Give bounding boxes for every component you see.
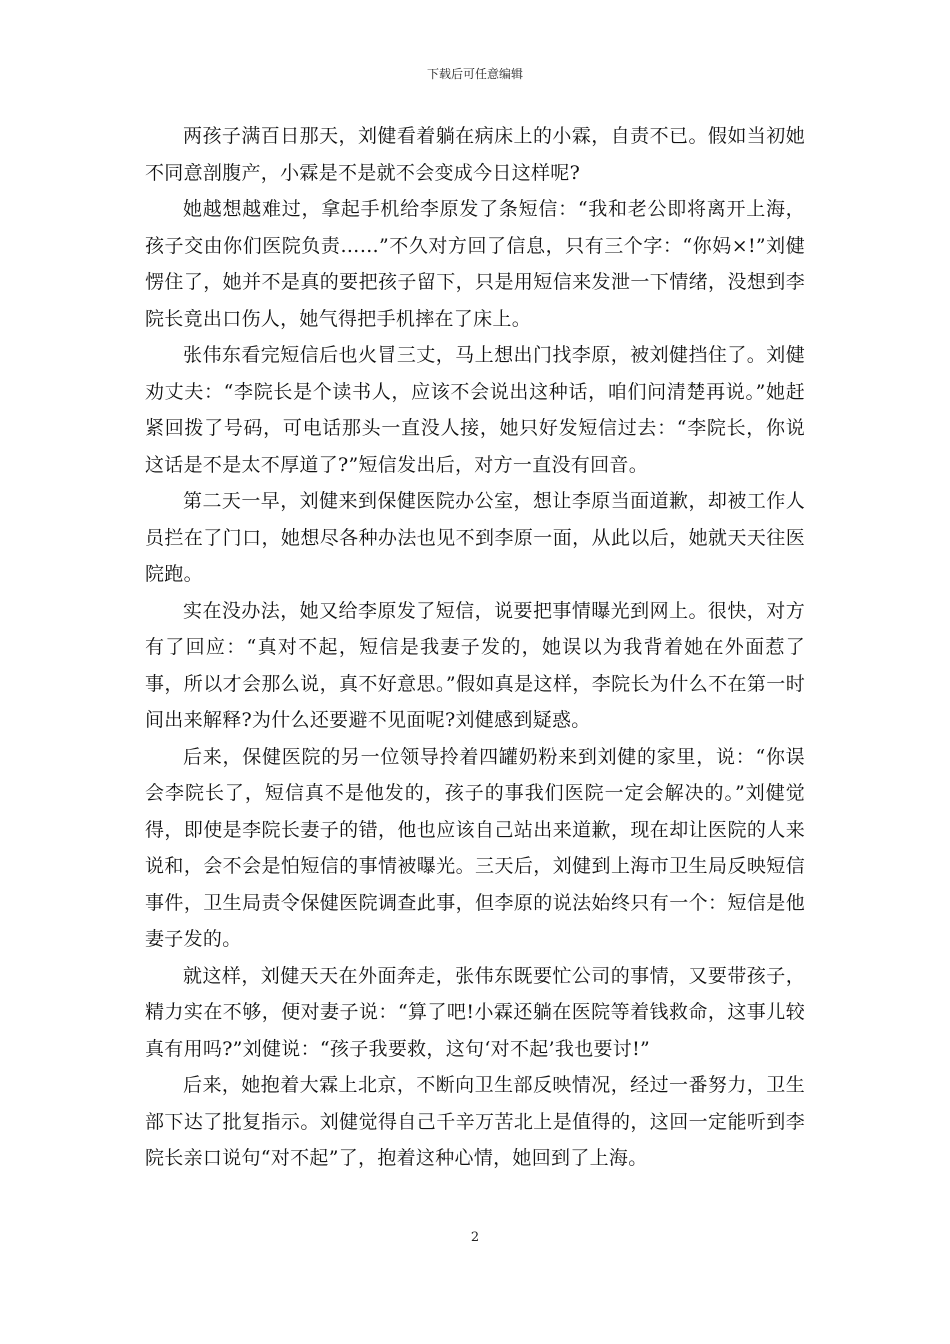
paragraph: 第二天一早，刘健来到保健医院办公室，想让李原当面道歉，却被工作人员拦在了门口，她想尽各种办法也见不到李原一面，从此以后，她就天天往医院跑。 bbox=[145, 490, 805, 585]
paragraph: 后来，保健医院的另一位领导拎着四罐奶粉来到刘健的家里，说：“你误会李院长了，短信真不是他发的，孩子的事我们医院一定会解决的。”刘健觉得，即使是李院长妻子的错，他也应该自己站出来道歉，现在却让医院的人来说和，会不会是怕短信的事情被曝光。三天后，刘健到上海市卫生局反映短信事件，卫生局责令保健医院调查此事，但李原的说法始终只有一个：短信是他妻子发的。 bbox=[145, 745, 805, 950]
paragraph: 后来，她抱着大霖上北京，不断向卫生部反映情况，经过一番努力，卫生部下达了批复指示。刘健觉得自己千辛万苦北上是值得的，这回一定能听到李院长亲口说句“对不起”了，抱着这种心情，她回到了上海。 bbox=[145, 1074, 805, 1169]
page-header: 下载后可任意编辑 bbox=[426, 67, 523, 81]
paragraph: 她越想越难过，拿起手机给李原发了条短信：“我和老公即将离开上海，孩子交由你们医院负责……”不久对方回了信息，只有三个字：“你妈×!”刘健愣住了，她并不是真的要把孩子留下，只是用短信来发泄一下情绪，没想到李院长竟出口伤人，她气得把手机摔在了床上。 bbox=[145, 198, 805, 330]
paragraph: 实在没办法，她又给李原发了短信，说要把事情曝光到网上。很快，对方有了回应：“真对不起，短信是我妻子发的，她误以为我背着她在外面惹了事，所以才会那么说，真不好意思。”假如真是这样，李院长为什么不在第一时间出来解释?为什么还要避不见面呢?刘健感到疑惑。 bbox=[145, 599, 805, 731]
document-body bbox=[145, 118, 805, 1177]
paragraph: 张伟东看完短信后也火冒三丈，马上想出门找李原，被刘健挡住了。刘健劝丈夫：“李院长是个读书人，应该不会说出这种话，咱们问清楚再说。”她赶紧回拨了号码，可电话那头一直没人接，她只好发短信过去：“李院长，你说这话是不是太不厚道了?”短信发出后，对方一直没有回音。 bbox=[145, 344, 805, 476]
page-number: 2 bbox=[470, 1230, 480, 1245]
paragraph: 两孩子满百日那天，刘健看着躺在病床上的小霖，自责不已。假如当初她不同意剖腹产，小霖是不是就不会变成今日这样呢? bbox=[145, 125, 805, 184]
paragraph: 就这样，刘健天天在外面奔走，张伟东既要忙公司的事情，又要带孩子，精力实在不够，便对妻子说：“算了吧!小霖还躺在医院等着钱救命，这事儿较真有用吗?”刘健说：“孩子我要救，这句‘对不起’我也要讨!” bbox=[145, 964, 805, 1060]
